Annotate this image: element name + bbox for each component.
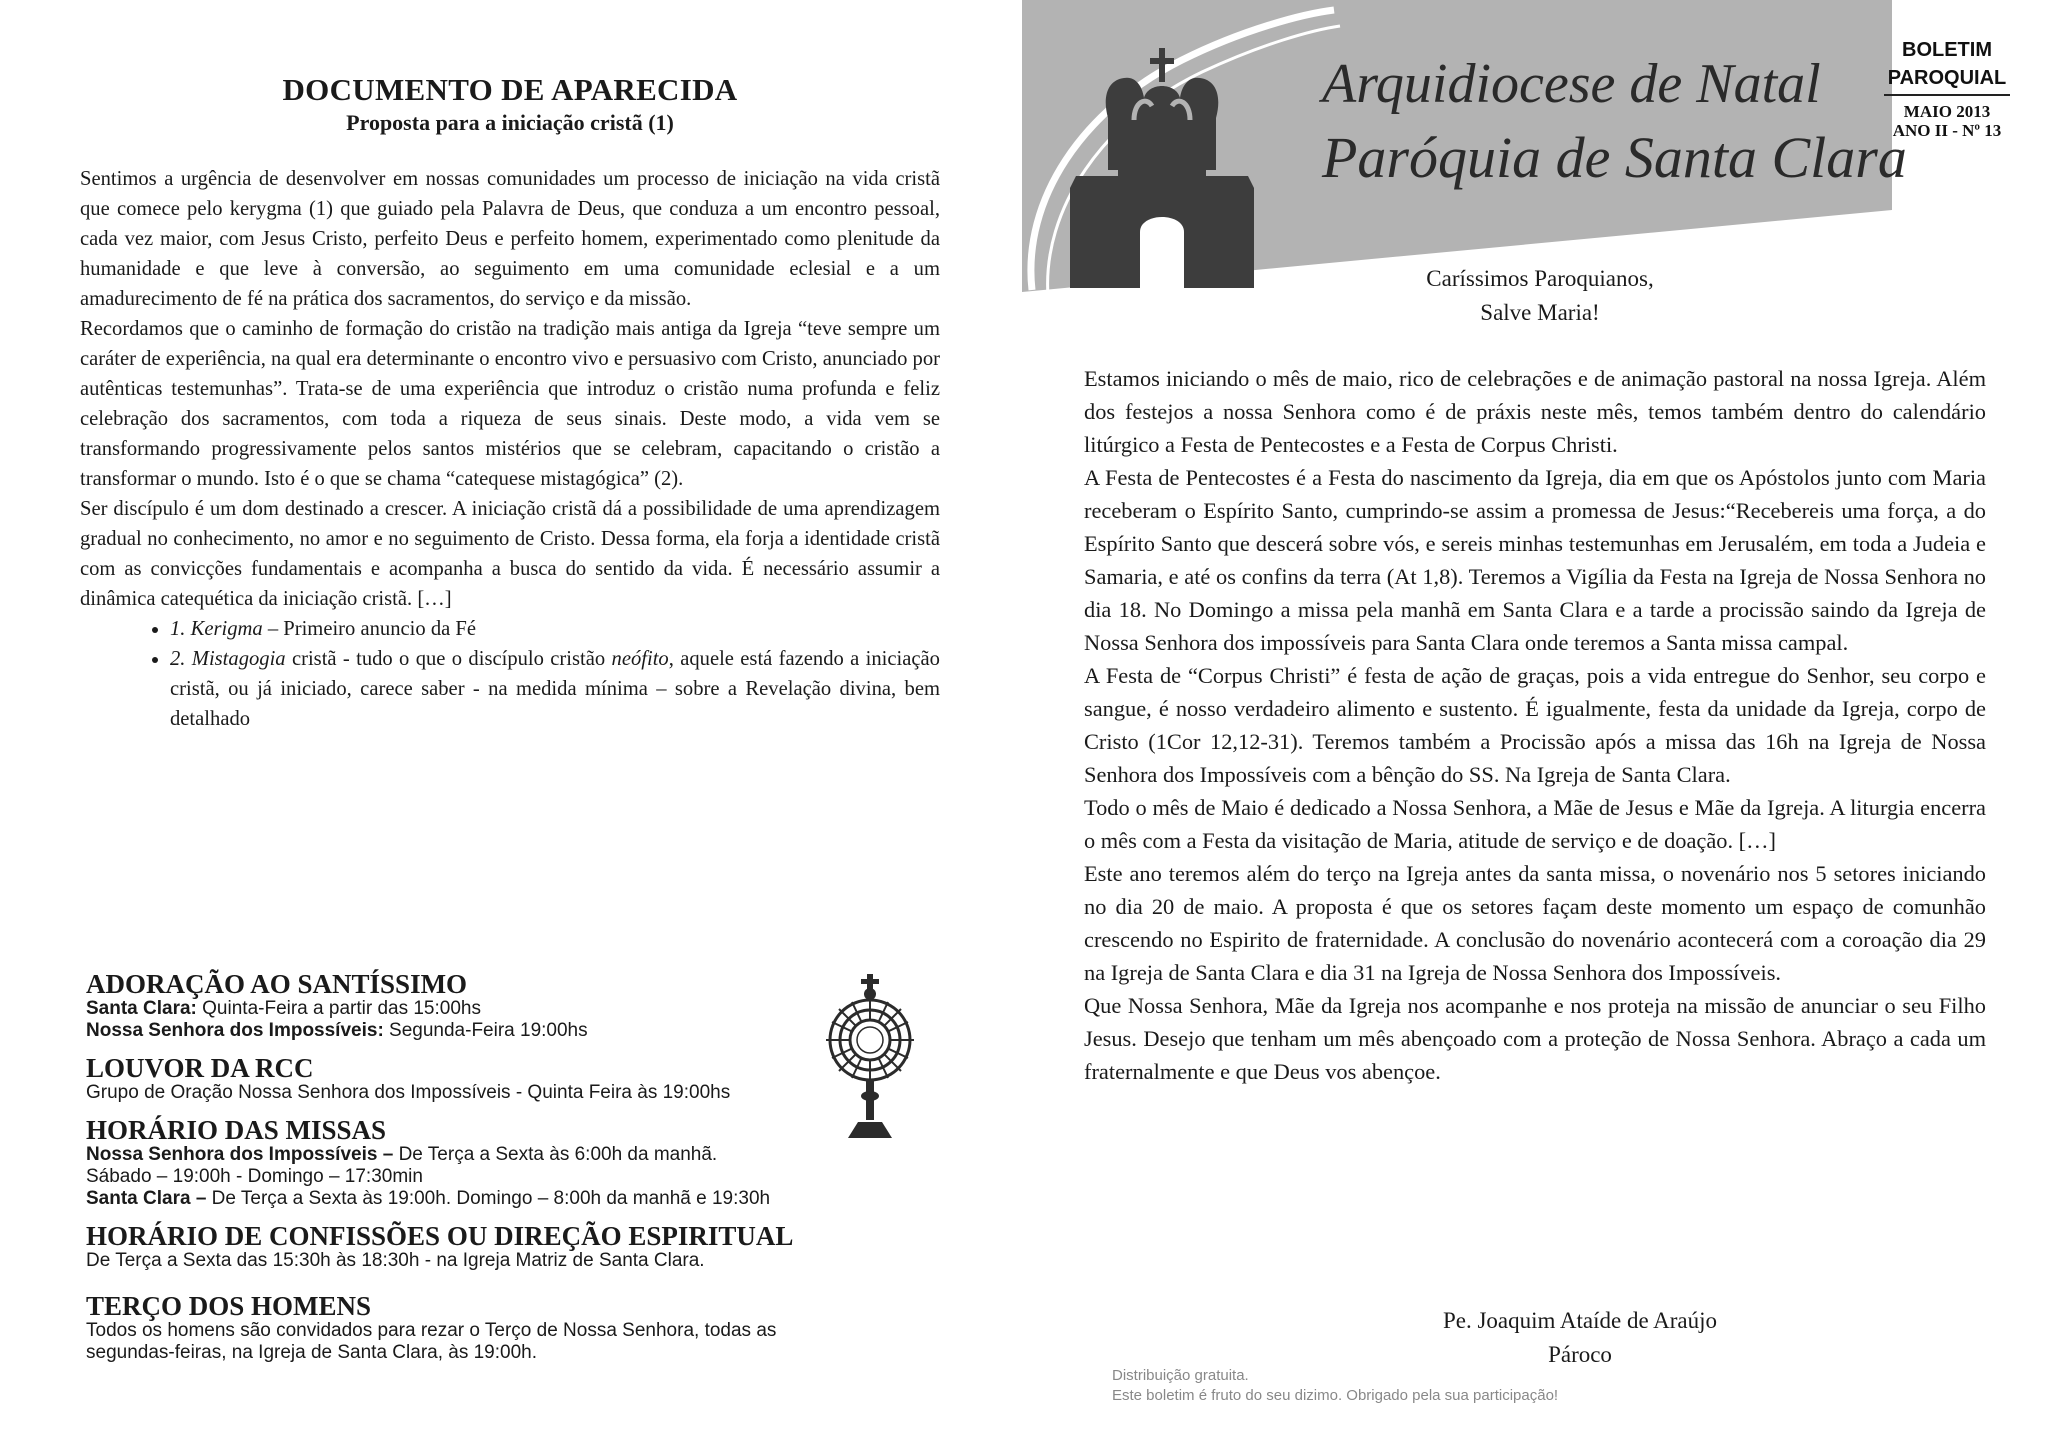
- schedule-text: De Terça a Sexta às 19:00h. Domingo – 8:00h da manhã e 19:30h: [206, 1188, 771, 1209]
- confissoes-heading: HORÁRIO DE CONFISSÕES OU DIREÇÃO ESPIRITUAL: [86, 1221, 794, 1251]
- schedule-label: Santa Clara:: [86, 998, 197, 1019]
- body-paragraph: Sentimos a urgência de desenvolver em nossas comunidades um processo de iniciação na vida cristã que comece pelo kerygma (1) que guiado pela Palavra de Deus, que conduza a um encontro pessoal, cada vez maior, com Jesus Cristo, perfeito Deus e perfeito homem, experimentado como plenitude da humanidade e que leve à conversão, ao seguimento em uma comunidade eclesial e a um amadurecimento de fé na prática dos sacramentos, do serviço e da missão.: [80, 168, 940, 310]
- louvor-line: Grupo de Oração Nossa Senhora dos Impossíveis - Quinta Feira às 19:00hs: [86, 1082, 731, 1103]
- greeting: [1280, 262, 1800, 330]
- schedule-label: Santa Clara –: [86, 1188, 207, 1209]
- letter-body: [1084, 362, 1986, 1088]
- issue-number: ANO II - Nº 13: [1892, 121, 2002, 140]
- footer-line: Este boletim é fruto do seu dizimo. Obrigado pela sua participação!: [1112, 1387, 1559, 1404]
- greeting-line: Caríssimos Paroquianos,: [1426, 266, 1654, 291]
- document-body: [80, 164, 940, 734]
- schedule-label: Nossa Senhora dos Impossíveis:: [86, 1020, 384, 1041]
- letter-paragraph: Estamos iniciando o mês de maio, rico de celebrações e de animação pastoral na nossa Igreja. Além dos festejos a nossa Senhora como é de práxis neste mês, temos também dentro do calendário litúrgico a Festa de Pentecostes e a Festa de Corpus Christi.: [1084, 366, 1986, 457]
- signature-role: Pároco: [1548, 1342, 1612, 1367]
- footnote-list: [80, 614, 940, 734]
- body-paragraph: Ser discípulo é um dom destinado a crescer. A iniciação cristã dá a possibilidade de uma aprendizagem gradual no conhecimento, no amor e no seguimento de Cristo. Dessa forma, ela forja a identidade cristã com as convicções fundamentais e acompanha a busca do sentido da vida. É necessário assumir a dinâmica catequética da iniciação cristã. […]: [80, 498, 940, 610]
- footer-line: Distribuição gratuita.: [1112, 1367, 1249, 1384]
- missas-line: [86, 1144, 1006, 1166]
- issue-date: MAIO 2013: [1903, 102, 1991, 121]
- terco-line: Todos os homens são convidados para rezar o Terço de Nossa Senhora, todas as: [86, 1320, 777, 1341]
- footer-note: [1112, 1366, 1558, 1406]
- signature-name: Pe. Joaquim Ataíde de Araújo: [1442, 1308, 1718, 1333]
- archdiocese-title: Arquidiocese de Natal: [1322, 53, 1821, 115]
- footnote-item: [170, 644, 940, 734]
- footnote-term: neófito: [611, 648, 669, 670]
- document-subtitle: Proposta para a iniciação cristã (1): [346, 110, 674, 135]
- letter-paragraph: Todo o mês de Maio é dedicado a Nossa Senhora, a Mãe de Jesus e Mãe da Igreja. A liturgia encerra o mês com a Festa da visitação de Maria, atitude de serviço e de doação. […]: [1084, 795, 1986, 853]
- schedule-text: De Terça a Sexta às 6:00h da manhã.: [393, 1144, 718, 1165]
- badge-divider: [1884, 94, 2010, 96]
- missas-line: Sábado – 19:00h - Domingo – 17:30min: [86, 1166, 423, 1187]
- letter-paragraph: Que Nossa Senhora, Mãe da Igreja nos acompanhe e nos proteja na missão de anunciar o seu Filho Jesus. Desejo que tenham um mês abençoado com a proteção de Nossa Senhora. Abraço a cada um fraternalmente e que Deus vos abençoe.: [1084, 993, 1986, 1084]
- footnote-term: 1. Kerigma: [170, 618, 263, 640]
- terco-heading: TERÇO DOS HOMENS: [86, 1291, 372, 1321]
- terco-line: segundas-feiras, na Igreja de Santa Clara, às 19:00h.: [86, 1342, 538, 1363]
- confissoes-line: De Terça a Sexta das 15:30h às 18:30h - na Igreja Matriz de Santa Clara.: [86, 1250, 705, 1271]
- paroquial-label: PAROQUIAL: [1887, 67, 2007, 89]
- left-page: [80, 72, 940, 734]
- schedule-label: Nossa Senhora dos Impossíveis –: [86, 1144, 394, 1165]
- document-title: DOCUMENTO DE APARECIDA: [282, 72, 738, 107]
- letter-paragraph: A Festa de “Corpus Christi” é festa de ação de graças, pois a vida entregue do Senhor, seu corpo e sangue, é nosso verdadeiro alimento e sustento. É igualmente, festa da unidade da Igreja, corpo de Cristo (1Cor 12,12-31). Teremos também a Procissão após a missa das 16h na Igreja de Nossa Senhora dos Impossíveis com a bênção do SS. Na Igreja de Santa Clara.: [1084, 663, 1986, 787]
- schedule-text: Segunda-Feira 19:00hs: [383, 1020, 588, 1041]
- footnote-item: [170, 614, 940, 644]
- footnote-text: – Primeiro anuncio da Fé: [262, 618, 477, 640]
- adoracao-heading: ADORAÇÃO AO SANTÍSSIMO: [86, 969, 468, 999]
- greeting-line: Salve Maria!: [1480, 300, 1600, 325]
- letter-paragraph: Este ano teremos além do terço na Igreja antes da santa missa, o novenário nos 5 setores iniciando no dia 20 de maio. A proposta é que os setores façam deste momento um espaço de comunhão crescendo no Espirito de fraternidade. A conclusão do novenário acontecerá com a coroação dia 29 na Igreja de Santa Clara e dia 31 na Igreja de Nossa Senhora dos Impossíveis.: [1084, 861, 1986, 985]
- footnote-text: cristã - tudo o que o discípulo cristão: [285, 648, 612, 670]
- letter-paragraph: A Festa de Pentecostes é a Festa do nascimento da Igreja, dia em que os Apóstolos junto com Maria receberam o Espírito Santo, cumprindo-se assim a promessa de Jesus:“Recebereis uma força, a do Espírito Santo que descerá sobre vós, e sereis minhas testemunhas em Jerusalém, em toda a Judeia e Samaria, e até os confins da terra (At 1,8). Teremos a Vigília da Festa na Igreja de Nossa Senhora no dia 18. No Domingo a missa pela manhã em Santa Clara e a tarde a procissão saindo da Igreja de Nossa Senhora dos impossíveis para Santa Clara onde teremos a Santa missa campal.: [1084, 465, 1986, 655]
- missas-heading: HORÁRIO DAS MISSAS: [86, 1115, 387, 1145]
- monstrance-icon: [820, 972, 920, 1140]
- body-paragraph: Recordamos que o caminho de formação do cristão na tradição mais antiga da Igreja “teve sempre um caráter de experiência, na qual era determinante o encontro vivo e persuasivo com Cristo, anunciado por autênticas testemunhas”. Trata-se de uma experiência que introduz o cristão numa profunda e feliz celebração dos sacramentos, com toda a riqueza de seus sinais. Deste modo, a vida vem se transformando progressivamente pelos santos mistérios que se celebram, capacitando o cristão a transformar o mundo. Isto é o que se chama “catequese mistagógica” (2).: [80, 318, 940, 490]
- signature: [1360, 1304, 1800, 1372]
- footnote-term: 2. Mistagogia: [170, 648, 286, 670]
- footnote-text: , aquele está fazendo a iniciação cristã, ou já iniciado, carece saber - na medida mínima – sobre a Revelação divina, bem detalhado: [170, 648, 940, 730]
- schedule-text: Quinta-Feira a partir das 15:00hs: [196, 998, 481, 1019]
- parish-title: Paróquia de Santa Clara: [1322, 125, 1907, 190]
- missas-line: [86, 1188, 1006, 1210]
- bulletin-badge: [1872, 36, 2022, 140]
- louvor-heading: LOUVOR DA RCC: [86, 1053, 314, 1083]
- boletim-label: BOLETIM: [1902, 39, 1992, 61]
